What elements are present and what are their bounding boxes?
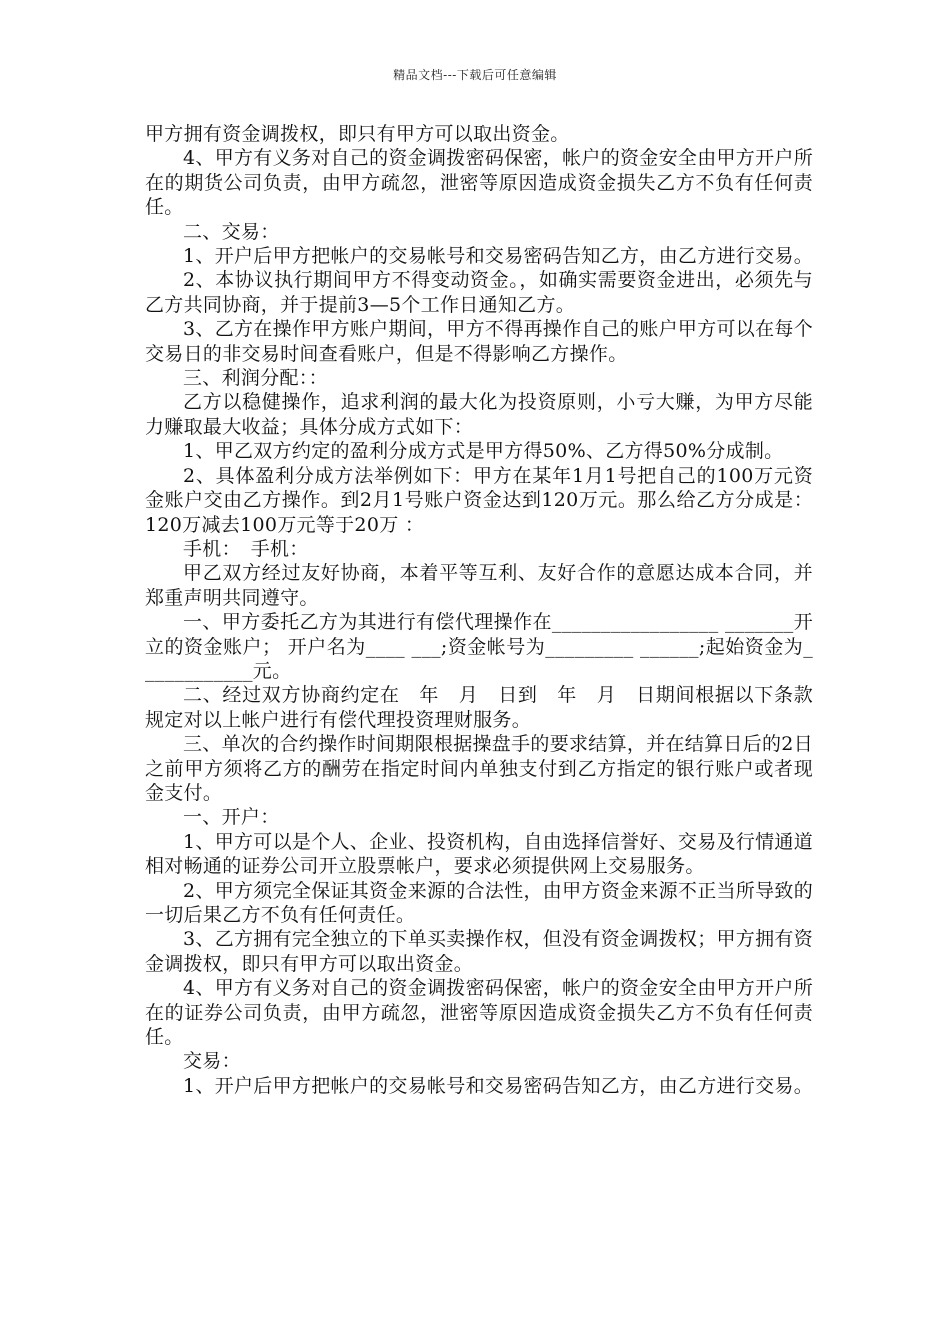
section-heading-trade: 二、交易： bbox=[183, 220, 280, 243]
section-heading-profit: 三、利润分配：： bbox=[183, 367, 328, 390]
paragraph-15: 三、单次的合约操作时间期限根据操盘手的要求结算，并在结算日后的2日之前甲方须将乙方的酬劳在指定时间内单独支付到乙方指定的银行账户或者现金支付。 bbox=[145, 733, 813, 804]
paragraph-9: 1、甲乙双方约定的盈利分成方式是甲方得50%、乙方得50%分成制。 bbox=[183, 440, 784, 463]
paragraph-2: 4、甲方有义务对自己的资金调拨密码保密，帐户的资金安全由甲方开户所在的期货公司负责，由甲方疏忽，泄密等原因造成资金损失乙方不负有任何责任。 bbox=[145, 147, 813, 219]
page-header: 精品文档---下载后可任意编辑 bbox=[393, 68, 557, 82]
paragraph-19: 3、乙方拥有完全独立的下单买卖操作权，但没有资金调拨权；甲方拥有资金调拨权，即只有甲方可以取出资金。 bbox=[145, 928, 813, 975]
paragraph-12: 甲乙双方经过友好协商，本着平等互利、友好合作的意愿达成本合同，并郑重声明共同遵守。 bbox=[145, 562, 813, 609]
paragraph-10: 2、具体盈利分成方法举例如下：甲方在某年1月1号把自己的100万元资金账户交由乙方操作。到2月1号账户资金达到120万元。那么给乙方分成是：120万减去100万元等于20万 ： bbox=[145, 464, 813, 536]
paragraph-22: 1、开户后甲方把帐户的交易帐号和交易密码告知乙方，由乙方进行交易。 bbox=[183, 1074, 813, 1097]
paragraph-8: 乙方以稳健操作，追求利润的最大化为投资原则，小亏大赚，为甲方尽能力赚取最大收益；具体分成方式如下： bbox=[145, 391, 813, 438]
paragraph-5: 2、本协议执行期间甲方不得变动资金。，如确实需要资金进出，必须先与乙方共同协商，并于提前3—5个工作日通知乙方。 bbox=[145, 269, 813, 316]
paragraph-6: 3、乙方在操作甲方账户期间，甲方不得再操作自己的账户甲方可以在每个交易日的非交易时间查看账户，但是不得影响乙方操作。 bbox=[145, 318, 813, 365]
paragraph-4: 1、开户后甲方把帐户的交易帐号和交易密码告知乙方，由乙方进行交易。 bbox=[183, 245, 813, 268]
paragraph-17: 1、甲方可以是个人、企业、投资机构，自由选择信誉好、交易及行情通道相对畅通的证券公司开立股票帐户，要求必须提供网上交易服务。 bbox=[145, 830, 813, 878]
paragraph-13: 一、甲方委托乙方为其进行有偿代理操作在_________________ _______开立的资金账户； 开户名为____ ___;资金帐号为_________ ______;起始资金为____________元。 bbox=[145, 611, 813, 682]
section-heading-trade-2: 交易： bbox=[183, 1050, 241, 1073]
paragraph-1: 甲方拥有资金调拨权，即只有甲方可以取出资金。 bbox=[145, 123, 570, 145]
section-heading-open: 一、开户： bbox=[183, 806, 280, 829]
document-body bbox=[145, 122, 813, 1098]
phone-line: 手机： 手机： bbox=[183, 537, 309, 560]
paragraph-14: 二、经过双方协商约定在 年 月 日到 年 月 日期间根据以下条款规定对以上帐户进行有偿代理投资理财服务。 bbox=[145, 684, 813, 731]
paragraph-20: 4、甲方有义务对自己的资金调拨密码保密，帐户的资金安全由甲方开户所在的证券公司负责，由甲方疏忽，泄密等原因造成资金损失乙方不负有任何责任。 bbox=[145, 977, 813, 1049]
paragraph-18: 2、甲方须完全保证其资金来源的合法性，由甲方资金来源不正当所导致的一切后果乙方不负有任何责任。 bbox=[145, 879, 813, 926]
